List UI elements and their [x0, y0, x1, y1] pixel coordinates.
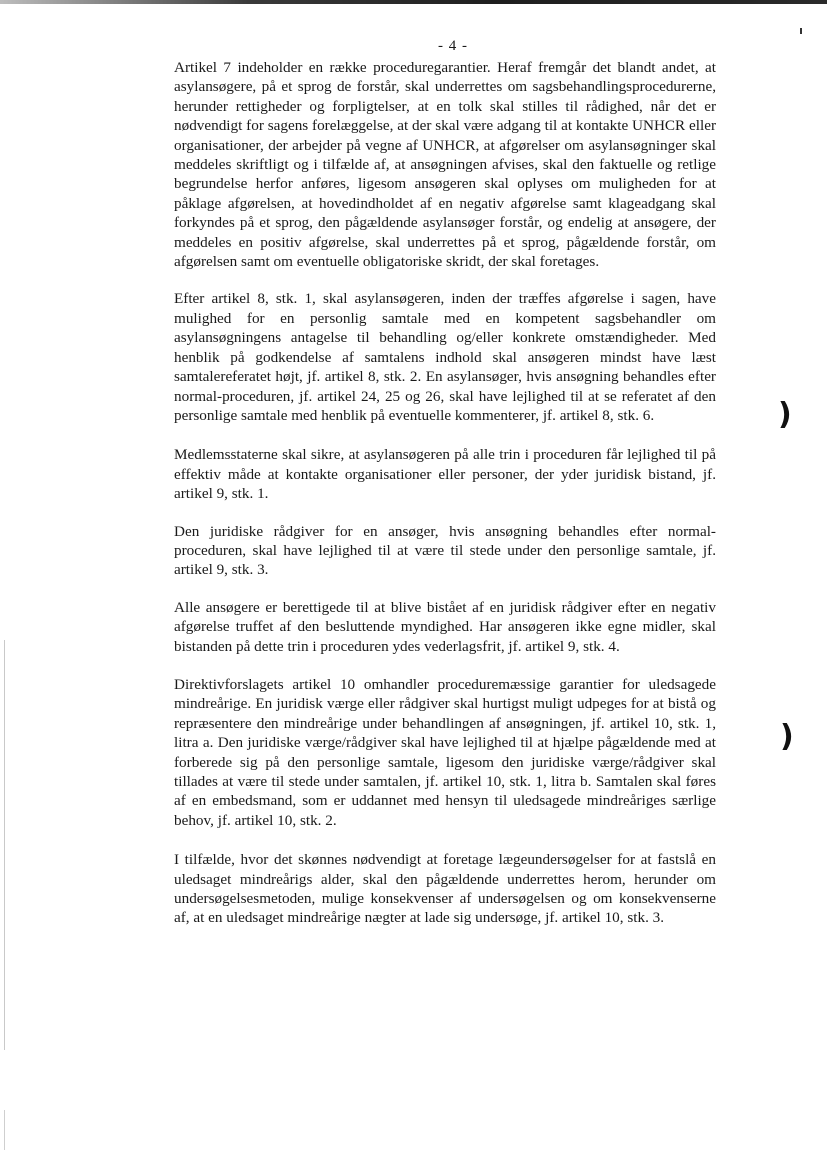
scan-left-edge: [4, 640, 5, 1050]
paragraph-article-10: Direktivforslagets artikel 10 omhandler proceduremæssige garantier for uledsagede mindreårige. En juridisk værge eller rådgiver skal hurtigst muligt udpeges for at bistå og repræsentere den mindreårige under behandlingen af ansøgningen, jf. artikel 10, stk. 1, litra a. Den juridiske værge/rådgiver skal have lejlighed til at hjælpe pågældende med at forberede sig på den personlige samtale, ligesom den juridiske værge/rådgiver skal tillades at være til stede under samtalen, jf. artikel 10, stk. 1, litra b. Samtalen skal føres af en embedsmand, som er uddannet med hensyn til uledsagede mindreåriges særlige behov, jf. artikel 10, stk. 2.: [174, 675, 716, 829]
document-body: [174, 58, 716, 928]
scan-left-edge-lower: [4, 1110, 5, 1150]
punch-hole-mark-lower: ): [780, 719, 794, 754]
scan-top-edge: [0, 0, 827, 4]
page-number: - 4 -: [438, 38, 468, 54]
scan-mark: [800, 28, 802, 34]
paragraph-article-7: Artikel 7 indeholder en række proceduregarantier. Heraf fremgår det blandt andet, at asylansøgere, på et sprog de forstår, skal underrettes om sagsbehandlingsprocedurerne, herunder rettigheder og forpligtelser, at en tolk skal stilles til rådighed, når det er nødvendigt for sagens forelæggelse, at der skal være adgang til at kontakte UNHCR eller organisationer, der arbejder på vegne af UNHCR, at afgørelser om asylansøgninger skal meddeles skriftligt og i tilfælde af, at ansøgningen afvises, skal den faktuelle og retlige begrundelse herfor anføres, ligesom ansøgeren skal oplyses om muligheden for at påklage afgørelsen, at hovedindholdet af en negativ afgørelse samt klageadgang skal forkyndes på et sprog, den pågældende asylansøger forstår, og endelig at ansøgere, der meddeles en positiv afgørelse, skal underrettes på et sprog, pågældende forstår, om afgørelsen samt om eventuelle obligatoriske skridt, der skal foretages.: [174, 59, 716, 271]
paragraph-article-8: Efter artikel 8, stk. 1, skal asylansøgeren, inden der træffes afgørelse i sagen, have mulighed for en personlig samtale med en kompetent sagsbehandler om asylansøgningens antagelse til behandling og/eller konkrete omstændigheder. Med henblik på godkendelse af samtalens indhold skal ansøgeren mindst have læst samtalereferatet højt, jf. artikel 8, stk. 2. En asylansøger, hvis ansøgning behandles efter normal-proceduren, jf. artikel 24, 25 og 26, skal have lejlighed til at se referatet af den personlige samtale med henblik på eventuelle kommenterer, jf. artikel 8, stk. 6.: [174, 290, 716, 424]
punch-hole-mark-upper: ): [778, 397, 792, 432]
paragraph-article-9-stk-3: Den juridiske rådgiver for en ansøger, hvis ansøgning behandles efter normal-proceduren, skal have lejlighed til at være til stede under den personlige samtale, jf. artikel 9, stk. 3.: [174, 522, 716, 579]
paragraph-article-9-stk-1: Medlemsstaterne skal sikre, at asylansøgeren på alle trin i proceduren får lejlighed til på effektiv måde at kontakte organisationer eller personer, der yder juridisk bistand, jf. artikel 9, stk. 1.: [174, 446, 716, 503]
paragraph-article-9-stk-4: Alle ansøgere er berettigede til at blive bistået af en juridisk rådgiver efter en negativ afgørelse truffet af den besluttende myndighed. Har ansøgeren ikke egne midler, skal bistanden på dette trin i proceduren ydes vederlagsfrit, jf. artikel 9, stk. 4.: [174, 598, 716, 655]
paragraph-article-10-stk-3: I tilfælde, hvor det skønnes nødvendigt at foretage lægeundersøgelser for at fastslå en uledsaget mindreårigs alder, skal den pågældende underrettes herom, herunder om undersøgelsesmetoden, mulige konsekvenser af undersøgelsen og om konsekvenserne af, at en uledsaget mindreårige nægter at lade sig undersøge, jf. artikel 10, stk. 3.: [174, 851, 716, 927]
